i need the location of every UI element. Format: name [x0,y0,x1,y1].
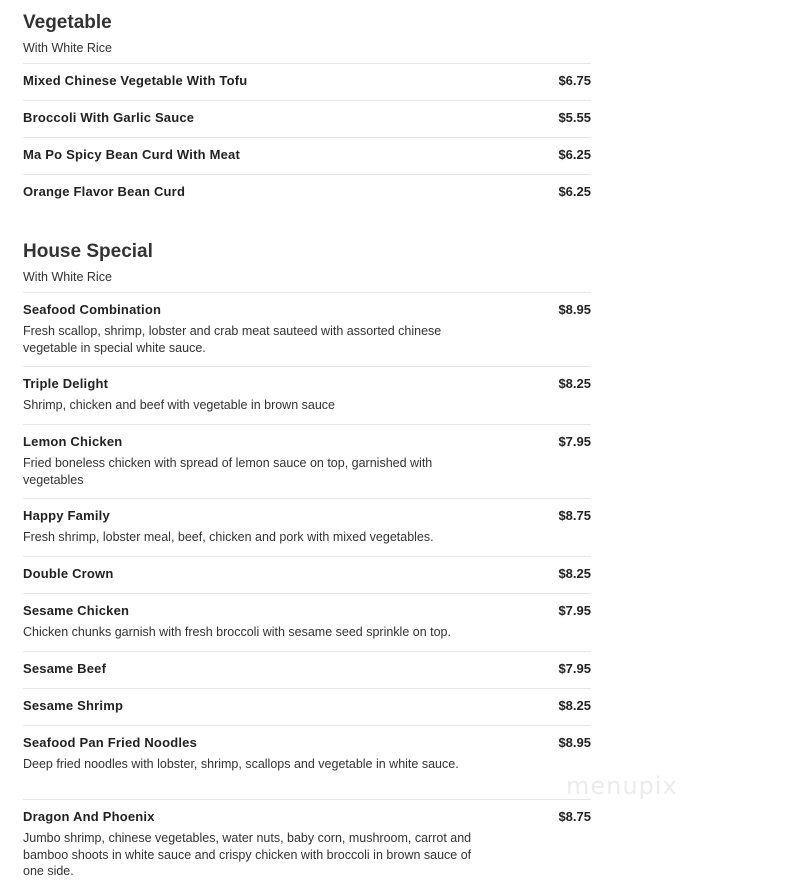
item-name: Sesame Chicken [23,603,130,618]
item-name: Double Crown [23,566,114,581]
menu-item [23,292,591,366]
menu-item [23,424,591,498]
menu-item [23,498,591,556]
section-house-special [23,211,591,887]
item-price: $6.25 [558,147,591,162]
item-description: Fresh scallop, shrimp, lobster and crab meat sauteed with assorted chinese vegetable in special white sauce. [23,324,442,355]
item-price: $7.95 [558,661,591,676]
item-price: $7.95 [558,434,591,449]
item-name: Mixed Chinese Vegetable With Tofu [23,73,248,88]
item-description: Shrimp, chicken and beef with vegetable in brown sauce [23,398,335,412]
section-subtitle: With White Rice [23,270,112,284]
item-price: $8.95 [558,302,591,317]
item-name: Ma Po Spicy Bean Curd With Meat [23,147,240,162]
menu-item [23,63,591,100]
menu-item [23,174,591,211]
item-description: Jumbo shrimp, chinese vegetables, water nuts, baby corn, mushroom, carrot and bamboo shoots in white sauce and crispy chicken with broccoli in brown sauce of one side. [23,831,472,878]
item-description: Deep fried noodles with lobster, shrimp, scallops and vegetable in white sauce. [23,757,459,771]
item-price: $6.75 [558,73,591,88]
item-price: $6.25 [558,184,591,199]
menu-item [23,366,591,424]
menupix-watermark: menupix [566,772,678,800]
item-price: $8.25 [558,566,591,581]
item-name: Lemon Chicken [23,434,123,449]
item-price: $5.55 [558,110,591,125]
menu-item [23,651,591,688]
item-price: $8.75 [558,508,591,523]
section-subtitle: With White Rice [23,41,112,55]
item-name: Seafood Pan Fried Noodles [23,735,198,750]
item-name: Sesame Beef [23,661,107,676]
item-price: $8.95 [558,735,591,750]
item-description: Fresh shrimp, lobster meal, beef, chicken and pork with mixed vegetables. [23,530,434,544]
menu-item [23,100,591,137]
item-name: Seafood Combination [23,302,162,317]
menu-item [23,556,591,593]
item-description: Chicken chunks garnish with fresh broccoli with sesame seed sprinkle on top. [23,625,451,639]
item-name: Sesame Shrimp [23,698,124,713]
menu-item [23,725,591,799]
item-description: Fried boneless chicken with spread of lemon sauce on top, garnished with vegetables [23,456,433,487]
item-name: Dragon And Phoenix [23,809,155,824]
item-name: Triple Delight [23,376,109,391]
menu-item [23,137,591,174]
item-name: Happy Family [23,508,110,523]
item-price: $7.95 [558,603,591,618]
menu [23,0,591,887]
menu-item [23,593,591,651]
item-name: Orange Flavor Bean Curd [23,184,186,199]
item-price: $8.25 [558,376,591,391]
menu-item [23,688,591,725]
item-price: $8.75 [558,809,591,824]
item-price: $8.25 [558,698,591,713]
menu-item [23,799,591,887]
section-title: House Special [23,241,153,262]
section-title: Vegetable [23,12,112,33]
section-vegetable [23,0,591,211]
item-name: Broccoli With Garlic Sauce [23,110,195,125]
